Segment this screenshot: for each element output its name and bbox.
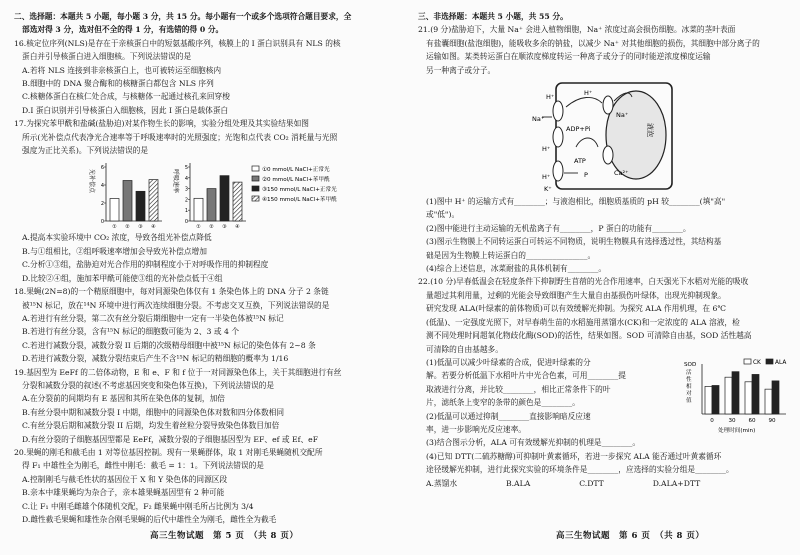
cycle-arrow bbox=[576, 138, 598, 147]
option-a: A.在分裂前的间期均有 E 基因和其所在染色体的复制，加倍 bbox=[22, 394, 225, 404]
choice-d: D.ALA+DTT bbox=[652, 478, 701, 488]
bar bbox=[207, 189, 216, 221]
legend-swatch bbox=[252, 166, 259, 171]
subquestion: (3)结合图示分析，ALA 可有效缓解光抑制的机理是________。 bbox=[426, 438, 641, 448]
y-tick-label: 0 bbox=[100, 219, 104, 226]
legend-entry: ①0 mmol/L NaCl+正常光 bbox=[262, 167, 330, 174]
bar bbox=[110, 199, 119, 222]
stem-line: 测不同处理时间超氧化物歧化酶(SOD)的活性，结果如图。SOD 可清除自由基，SOD 活性越高 bbox=[426, 331, 752, 341]
bar bbox=[220, 176, 229, 221]
subquestion: 取液进行分离，并比较________，相比正常条件下的叶 bbox=[426, 384, 611, 394]
option-a: A.若进行有丝分裂，第二次有丝分裂后期细胞中一定有一半染色体被¹⁵N 标记 bbox=[22, 313, 284, 323]
option-a: A.控制刚毛与截毛性状的基因位于 X 和 Y 染色体的同源区段 bbox=[22, 474, 228, 484]
legend-swatch bbox=[252, 176, 259, 181]
subquestion: (1)图中 H⁺ 的运输方式有________；与液泡相比，细胞质基质的 pH 较________(填"高" bbox=[426, 197, 726, 207]
transporter-protein bbox=[553, 101, 563, 121]
subquestion: (2)低温可以通过抑制________直接影响暗反应速 bbox=[426, 411, 591, 421]
y-tick-label: 3 bbox=[184, 187, 188, 194]
legend-swatch bbox=[744, 359, 751, 364]
answer-choices bbox=[418, 477, 792, 490]
stem-line: 蛋白并引导核蛋白进入细胞核。下列说法错误的是 bbox=[22, 52, 192, 62]
stem-line: 可清除的自由基越多。 bbox=[426, 344, 503, 354]
subquestion: (4)综合上述信息，冰菜耐盐的具体机制有________。 bbox=[426, 264, 607, 274]
vacuole-label: 液泡 bbox=[646, 123, 654, 138]
stem-line: 18.果蝇(2N=8)的一个精原细胞中，每对同源染色体仅有 1 条染色体上的 DNA 分子 2 条链 bbox=[14, 287, 329, 297]
option-d: D.若进行减数分裂，减数分裂结束后产生不含¹⁵N 标记的精细胞的概率为 1/16 bbox=[22, 354, 289, 364]
option-d: D.比较②④组，施加苯甲酰可能使③组的光补偿点低于④组 bbox=[22, 273, 223, 283]
x-tick-label: 60 bbox=[748, 417, 756, 424]
subquestion: 或"低")。 bbox=[426, 210, 460, 220]
stem-line: 22.(10 分)早春低温会在轻度条件下抑制野生苜蓿的光合作用速率，白天强光下水稻对光能的吸收 bbox=[418, 277, 749, 287]
footer-right: 高三生物试题 第 6 页 （共 8 页） bbox=[556, 531, 705, 541]
choice-a: A.蒸馏水 bbox=[426, 478, 458, 488]
x-tick-label: ② bbox=[125, 224, 130, 231]
stem-line: 16.核定位序列(NLS)是存在于亲核蛋白中的短氨基酸序列，核膜上的 I 蛋白识别具有 NLS 的核 bbox=[14, 38, 341, 48]
transporter-protein bbox=[553, 161, 563, 181]
legend-entry: ③150 mmol/L NaCl+正常光 bbox=[262, 187, 337, 194]
stem-line: 另一种离子或分子。 bbox=[426, 65, 496, 75]
energy-label: ATP bbox=[574, 157, 586, 166]
subquestion: 片，滤纸条上变窄的条带的颜色是________。 bbox=[426, 398, 580, 408]
stem-line: 研究发现 ALA(叶绿素的前体物质)可以有效缓解光抑制。为探究 ALA 作用机理，在 6℃ bbox=[426, 304, 726, 314]
x-tick-label: ② bbox=[209, 224, 214, 231]
section-title: 三、非选择题：本题共 5 小题，共 55 分。 bbox=[418, 12, 568, 21]
stem-line: 有盐囊细胞(盐泡细胞)，能吸收多余的钠盐，以减少 Na⁺ 对其他细胞的损伤，其细胞中部分离子的 bbox=[426, 38, 760, 48]
option-d: D.有丝分裂的子细胞基因型都是 EeFf，减数分裂的子细胞基因型为 EF、ef 或 Ef、eF bbox=[22, 434, 319, 444]
option-b: B.若进行有丝分裂，含有¹⁵N 标记的细胞数可能为 2、3 或 4 个 bbox=[22, 327, 240, 337]
stem-line: 21.(9 分)盐胁迫下，大量 Na⁺ 会进入植物细胞，Na⁺ 浓度过高会损伤细胞。冰菜的茎叶表面 bbox=[418, 25, 736, 35]
option-d: D.I 蛋白识别并引导核蛋白入细胞核，因此 I 蛋白是载体蛋白 bbox=[22, 105, 229, 115]
q22-left-text bbox=[418, 356, 680, 436]
left-column bbox=[14, 10, 388, 526]
x-tick-label: ① bbox=[112, 224, 117, 231]
ion-label: H⁺ bbox=[542, 173, 551, 182]
bar bbox=[123, 181, 132, 222]
section-title-line: 二、选择题：本题共 5 小题，每小题 3 分，共 15 分。每小题有一个或多个选项符合题目要求，全 bbox=[14, 12, 352, 21]
stem-line: 20.果蝇的刚毛和截毛由 1 对等位基因控制。现有一果蝇群体，取 1 对刚毛果蝇随机交配所 bbox=[14, 447, 323, 457]
x-tick-label: ③ bbox=[222, 224, 227, 231]
x-tick-label: ① bbox=[196, 224, 201, 231]
chart-legend bbox=[252, 165, 337, 203]
stem-line: 运输如图。某类转运蛋白在顺浓度梯度转运一种离子或分子的同时能逆浓度梯度运输 bbox=[426, 52, 711, 62]
x-tick-label: 30 bbox=[728, 417, 736, 424]
x-tick-label: ③ bbox=[138, 224, 143, 231]
subquestion: (3)图示生物膜上不同转运蛋白可转运不同物质，说明生物膜具有选择透过性，其结构基 bbox=[426, 237, 722, 247]
legend-entry: CK bbox=[753, 359, 761, 366]
y-title-part: 对 bbox=[686, 390, 692, 397]
stem-line: (低温)、一定强度光照下，对早春萌生苗的水稻施用蒸馏水(CK)和一定浓度的 ALA 溶液，检 bbox=[426, 317, 740, 327]
option-a: A.提高本实验环境中 CO₂ 浓度，导致各组光补偿点降低 bbox=[22, 233, 212, 243]
figure-17 bbox=[14, 157, 388, 231]
x-axis-title: 处理时间(min) bbox=[718, 427, 756, 434]
transporter-protein bbox=[553, 127, 563, 147]
stem-line: 所示(光补偿点代表净光合速率等于呼吸速率时的光照强度；光饱和点代表 CO₂ 消耗量与光照 bbox=[22, 132, 338, 142]
subquestion: 解。若要分析低温下水稻叶片中光合色素，可用________提 bbox=[426, 371, 626, 381]
y-title-part: SOD bbox=[684, 361, 697, 368]
legend-swatch bbox=[252, 186, 259, 191]
subquestion: (2)图中能进行主动运输的无机盐离子有________，P 蛋白的功能有________。 bbox=[426, 223, 691, 233]
option-c: C.分析①③组，盐胁迫对光合作用的抑制程度小于对呼吸作用的抑制程度 bbox=[22, 260, 269, 270]
question-18 bbox=[14, 285, 388, 365]
bar bbox=[732, 372, 739, 414]
option-a: A.若将 NLS 连接到非亲核蛋白上，也可被转运至细胞核内 bbox=[22, 65, 222, 75]
stem-line: 量超过其利用量，过剩的光能会导致细胞产生大量自由基损伤叶绿体，出现光抑制现象。 bbox=[426, 290, 726, 300]
bar bbox=[752, 374, 759, 414]
bar bbox=[745, 382, 752, 414]
ion-label: Na⁺ bbox=[532, 115, 545, 124]
stem-line: 被¹⁵N 标记，放在¹⁴N 环境中进行两次连续细胞分裂。不考虑交叉互换，下列说法错误的是 bbox=[22, 300, 330, 310]
q22-body bbox=[418, 356, 792, 436]
tonoplast-protein bbox=[603, 96, 613, 114]
question-21 bbox=[418, 23, 792, 275]
sod-y-title bbox=[684, 362, 696, 404]
stem-line: 17.为探究苯甲酰和盐碱(盐胁迫)对某作物生长的影响，实验分组处理及其实验结果如图 bbox=[14, 119, 309, 129]
option-b: B.亲本中雄果蝇均为杂合子，亲本雄果蝇基因型有 2 种可能 bbox=[22, 488, 225, 498]
bar bbox=[772, 381, 779, 414]
sod-activity-chart bbox=[682, 356, 792, 436]
y-tick-label: 1 bbox=[184, 208, 188, 215]
choice-b: B.ALA bbox=[505, 478, 531, 488]
vacuole bbox=[606, 91, 666, 179]
stem-line: 19.基因型为 EeFf 的二倍体动物，E 和 e、F 和 f 位于一对同源染色体上，关于其细胞进行有丝 bbox=[14, 367, 342, 377]
x-tick-label: ④ bbox=[151, 224, 156, 231]
y-title-part: 性 bbox=[686, 376, 692, 383]
bar bbox=[765, 389, 772, 414]
x-tick-label: 90 bbox=[768, 417, 776, 424]
y-tick-label: 6 bbox=[100, 165, 104, 172]
question-16 bbox=[14, 37, 388, 117]
ion-label: H⁺ bbox=[584, 89, 593, 98]
y-tick-label: 2 bbox=[100, 201, 104, 208]
figure-17-charts bbox=[14, 157, 384, 231]
y-tick-label: 2 bbox=[184, 197, 188, 204]
legend-entry: ②0 mmol/L NaCl+苯甲酰 bbox=[262, 177, 330, 184]
bar bbox=[136, 192, 145, 222]
y-tick-label: 4 bbox=[100, 183, 104, 190]
figure-21 bbox=[418, 77, 792, 195]
option-b: B.与①组相比，②组呼吸速率增加会导致光补偿点增加 bbox=[22, 246, 207, 256]
tonoplast-protein bbox=[603, 146, 613, 164]
footer-left: 高三生物试题 第 5 页 （共 8 页） bbox=[150, 531, 299, 541]
section-title-line: 部选对得 3 分，选对但不全的得 1 分，有选错的得 0 分。 bbox=[22, 25, 224, 35]
protein-label: P bbox=[584, 171, 588, 180]
option-c: C.核糖体蛋白在核仁处合成，与核糖体一起通过核孔来回穿梭 bbox=[22, 92, 230, 102]
legend-entry: ALA bbox=[775, 359, 787, 366]
bar bbox=[705, 386, 712, 414]
ion-label: Ca²⁺ bbox=[614, 169, 629, 178]
question-19 bbox=[14, 366, 388, 446]
subquestion: 率，进一步影响光反应速率。 bbox=[426, 424, 526, 434]
question-17 bbox=[14, 117, 388, 285]
bar bbox=[194, 199, 203, 222]
option-b: B.有丝分裂中期和减数分裂 I 中期，细胞中的同源染色体对数和四分体数相同 bbox=[22, 407, 285, 417]
y-tick-label: 5 bbox=[184, 165, 188, 172]
cell-transport-diagram bbox=[418, 77, 792, 195]
legend-swatch bbox=[252, 196, 259, 201]
ion-label: H⁺ bbox=[546, 93, 555, 102]
subquestion: 途径缓解光抑制，进行此探究实验的环境条件是________，应选择的实验分组是________。 bbox=[426, 465, 734, 475]
y-title-part: 相 bbox=[686, 383, 692, 390]
ion-label: Na⁺ bbox=[616, 111, 629, 120]
subquestion: (4)已知 DTT(二硫苏糖醇)可抑制叶黄素循环，若进一步探究 ALA 能否通过叶黄素循环 bbox=[426, 451, 722, 461]
x-tick-label: ④ bbox=[235, 224, 240, 231]
y-tick-label: 4 bbox=[184, 176, 188, 183]
stem-line: 强度为正比关系)。下列说法错误的是 bbox=[22, 146, 149, 156]
question-20 bbox=[14, 446, 388, 526]
y-title-part: 活 bbox=[686, 369, 692, 376]
subquestion: (1)低温可以减少叶绿素的合成，促进叶绿素的分 bbox=[426, 357, 591, 367]
option-b: B.细胞中的 DNA 聚合酶和的核糖蛋白都包含 NLS 序列 bbox=[22, 79, 214, 89]
y-title-part: 值 bbox=[686, 397, 692, 404]
option-d: D.雌性截毛果蝇和雄性杂合刚毛果蝇的后代中雄性全为刚毛，雌性全为截毛 bbox=[22, 515, 277, 524]
option-c: C.若进行减数分裂，减数分裂 II 后期的次级精母细胞中被¹⁵N 标记的染色体有 2~8 条 bbox=[22, 340, 316, 350]
option-c: C.让 F₁ 中刚毛雌雄个体随机交配，F₂ 雌果蝇中刚毛所占比例为 3/4 bbox=[22, 501, 254, 511]
ion-label: H⁺ bbox=[542, 145, 551, 154]
ion-label: K⁺ bbox=[544, 185, 552, 194]
right-column bbox=[418, 10, 792, 490]
stem-line: 分裂和减数分裂的叙述(不考虑基因突变和染色体互换)，下列说法错误的是 bbox=[22, 380, 275, 390]
bar bbox=[149, 180, 158, 221]
bar bbox=[233, 183, 242, 222]
subquestion: 础是因为生物膜上转运蛋白的________________。 bbox=[426, 250, 596, 260]
question-22 bbox=[418, 275, 792, 490]
option-c: C.有丝分裂后期和减数分裂 II 后期，均发生着丝粒分裂导致染色体数目加倍 bbox=[22, 421, 280, 431]
bar bbox=[712, 385, 719, 414]
cycle-arrow bbox=[566, 97, 602, 107]
choice-c: C.DTT bbox=[579, 478, 604, 488]
left-axis-title: 光补偿点 bbox=[88, 169, 95, 194]
legend-swatch bbox=[766, 359, 773, 364]
energy-label: ADP+Pi bbox=[566, 125, 591, 134]
bar bbox=[725, 377, 732, 414]
y-tick-label: 0 bbox=[184, 219, 188, 226]
right-axis-title: 呼吸速率 bbox=[172, 169, 179, 194]
sod-legend bbox=[744, 359, 786, 366]
stem-line: 得 F₁ 中雄性全为刚毛，雌性中刚毛：截毛 = 1：1。下列说法错误的是 bbox=[22, 461, 264, 471]
legend-entry: ④150 mmol/L NaCl+苯甲酰 bbox=[262, 197, 337, 204]
x-tick-label: 0 bbox=[710, 417, 714, 424]
